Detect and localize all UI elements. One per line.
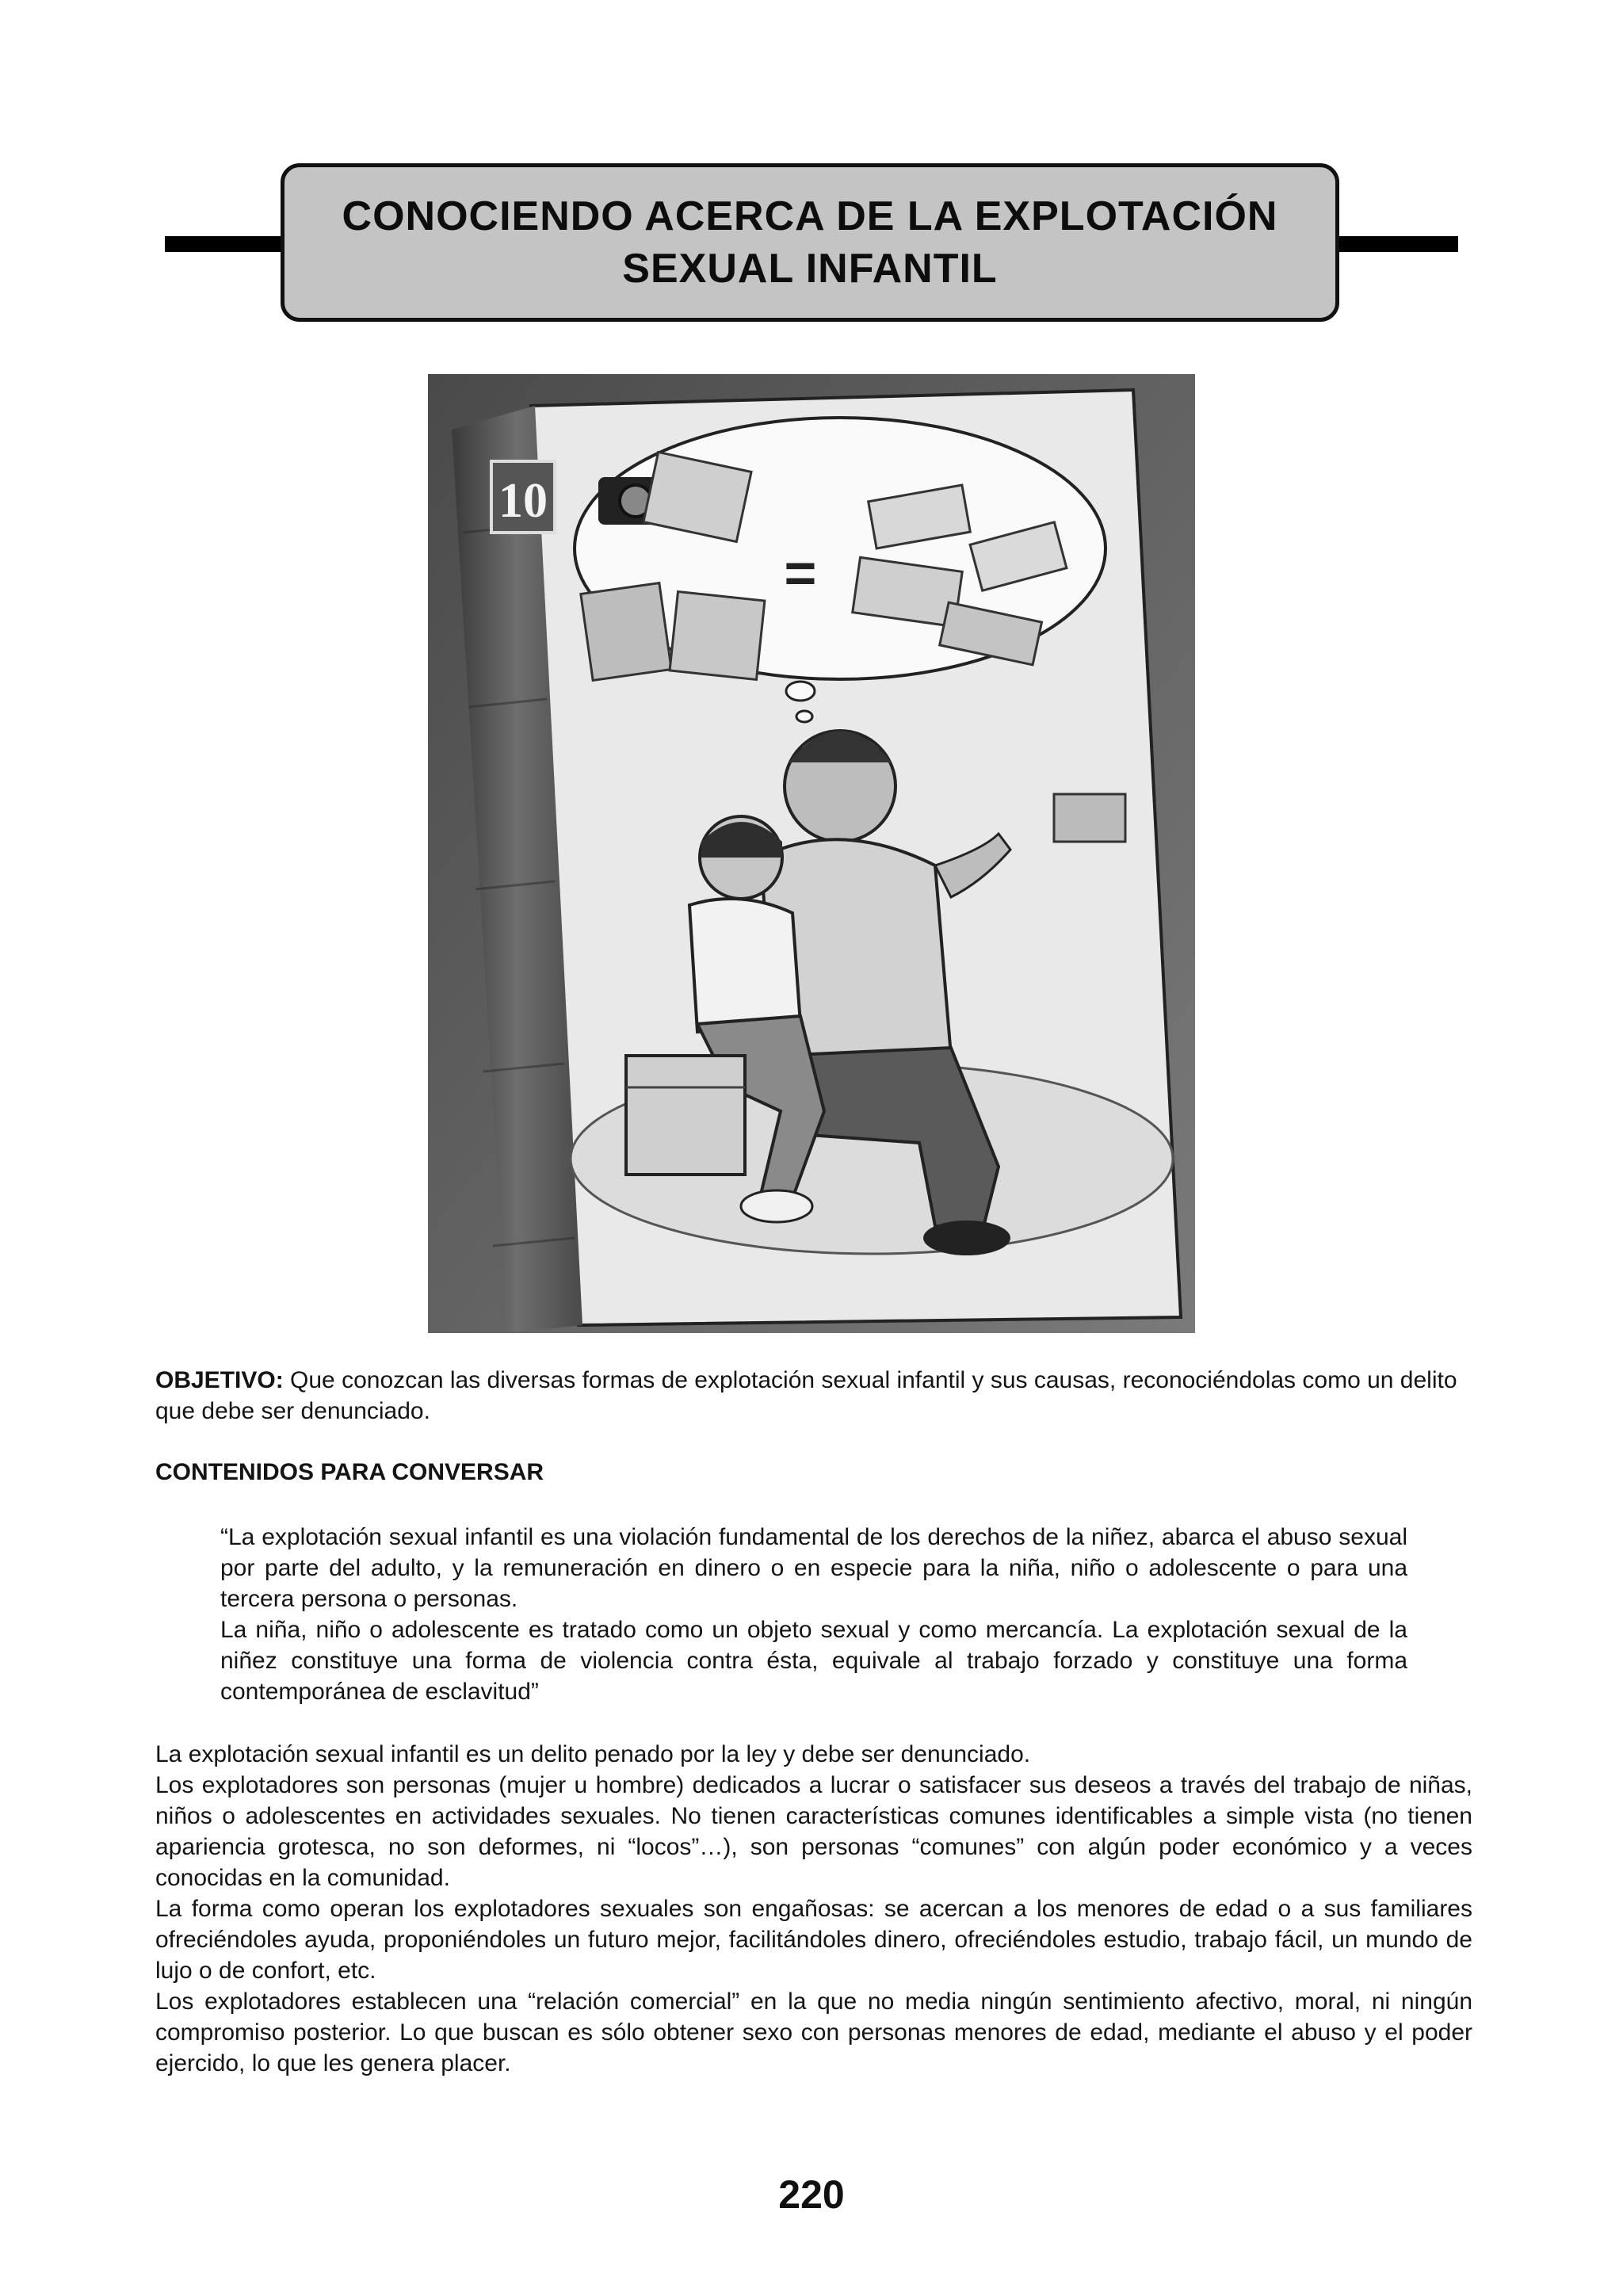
- illustration-adult-and-child: [428, 374, 1195, 1333]
- title-line-2: SEXUAL INFANTIL: [622, 246, 998, 292]
- title-rule-right: [1339, 236, 1458, 252]
- title-line-1: CONOCIENDO ACERCA DE LA EXPLOTACIÓN: [342, 193, 1278, 239]
- body-paragraph-3: La forma como operan los explotadores sexuales son engañosas: se acercan a los menores de edad o a sus familiares ofreciéndoles ayuda, proponiéndoles un futuro mejor, facilitándoles dinero, ofreciéndoles estudio, trabajo fácil, un mundo de lujo o de confort, etc.: [155, 1896, 1472, 1984]
- title-rule-left: [165, 236, 285, 252]
- badge-number: 10: [498, 474, 548, 528]
- definition-quote: [220, 1522, 1407, 1707]
- body-paragraph-1: La explotación sexual infantil es un delito penado por la ley y debe ser denunciado.: [155, 1741, 1031, 1767]
- contents-heading: CONTENIDOS PARA CONVERSAR: [155, 1459, 544, 1485]
- quote-paragraph-1: “La explotación sexual infantil es una violación fundamental de los derechos de la niñez, abarca el abuso sexual por parte del adulto, y la remuneración en dinero o en especie para la niña, niño o adolescente o para una tercera persona o personas.: [220, 1524, 1407, 1612]
- objective-label: OBJETIVO:: [155, 1367, 284, 1393]
- title-banner: [281, 163, 1339, 322]
- body-paragraph-4: Los explotadores establecen una “relación comercial” en la que no media ningún sentimiento afectivo, moral, ni ningún compromiso posterior. Lo que buscan es sólo obtener sexo con personas menores de edad, mediante el abuso y el poder ejercido, lo que les genera placer.: [155, 1988, 1472, 2076]
- quote-paragraph-2: La niña, niño o adolescente es tratado como un objeto sexual y como mercancía. La explotación sexual de la niñez constituye una forma de violencia contra ésta, equivale al trabajo forzado y constituye una forma contemporánea de esclavitud”: [220, 1617, 1407, 1705]
- page-number: 220: [778, 2172, 845, 2217]
- equals-sign: =: [784, 542, 817, 604]
- body-paragraph-2: Los explotadores son personas (mujer u hombre) dedicados a lucrar o satisfacer sus deseos a través del trabajo de niñas, niños o adolescentes en actividades sexuales. No tienen características comunes identificables a simple vista (no tienen apariencia grotesca, no son deformes, ni “locos”…), son personas “comunes” con algún poder económico y a veces conocidas en la comunidad.: [155, 1772, 1472, 1891]
- objective-text: Que conozcan las diversas formas de explotación sexual infantil y sus causas, reconociéndolas como un delito que debe ser denunciado.: [155, 1367, 1457, 1424]
- body-text: [155, 1739, 1472, 2079]
- objective-paragraph: [155, 1365, 1471, 1427]
